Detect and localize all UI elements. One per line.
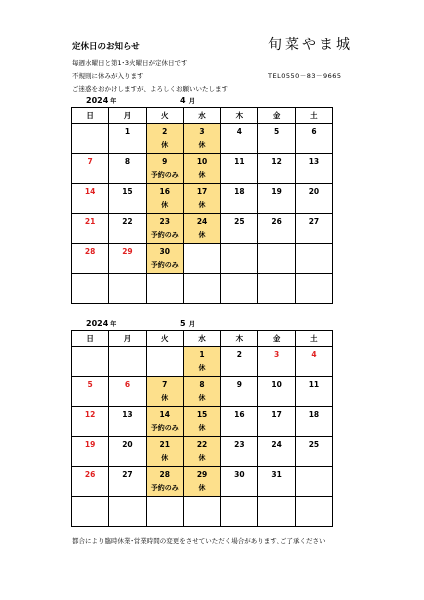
day-number — [72, 347, 108, 362]
day-cell — [221, 214, 258, 244]
day-cell — [72, 154, 109, 184]
day-cell — [109, 407, 146, 437]
day-number: 14 — [84, 187, 96, 196]
day-number: 20 — [308, 187, 320, 196]
closed-note: 休 — [198, 141, 206, 149]
day-cell — [258, 274, 295, 304]
day-number: 20 — [122, 440, 133, 449]
day-cell — [72, 467, 109, 497]
notice-line-1: 毎週水曜日と第1･3火曜日が定休日です — [72, 59, 188, 67]
day-number: 15 — [196, 410, 208, 419]
closed-note: 休 — [198, 484, 206, 492]
week-row — [72, 274, 333, 304]
day-number: 12 — [84, 410, 96, 419]
day-cell — [109, 244, 146, 274]
day-cell — [258, 407, 295, 437]
day-cell — [146, 347, 183, 377]
day-number — [147, 497, 183, 512]
may-month — [180, 319, 195, 328]
may-month-value: 5 — [180, 319, 186, 328]
day-number: 3 — [199, 127, 205, 136]
day-cell — [72, 377, 109, 407]
day-cell — [258, 244, 295, 274]
day-number: 17 — [196, 187, 208, 196]
day-cell — [146, 184, 183, 214]
day-number: 4 — [311, 350, 317, 359]
day-cell — [109, 347, 146, 377]
day-cell — [183, 124, 220, 154]
weekday-label: 月 — [109, 331, 146, 347]
day-cell — [295, 347, 332, 377]
weekday-label: 火 — [146, 331, 183, 347]
week-row — [72, 437, 333, 467]
day-cell — [146, 154, 183, 184]
day-cell — [295, 437, 332, 467]
day-cell — [109, 437, 146, 467]
day-number — [221, 497, 257, 512]
shop-name-logo: 旬菜やま城 — [268, 37, 353, 53]
closed-note: 休 — [161, 394, 169, 402]
day-number: 26 — [84, 470, 96, 479]
day-cell — [72, 184, 109, 214]
day-cell — [146, 497, 183, 527]
weekday-label: 土 — [295, 108, 332, 124]
day-number — [72, 124, 108, 139]
weekday-label: 土 — [295, 331, 332, 347]
weekday-label: 日 — [72, 331, 109, 347]
day-number: 9 — [236, 380, 242, 389]
closed-note: 休 — [198, 424, 206, 432]
closed-note: 休 — [198, 171, 206, 179]
day-cell — [258, 214, 295, 244]
day-cell — [295, 214, 332, 244]
day-cell — [258, 497, 295, 527]
day-cell — [109, 274, 146, 304]
day-cell — [183, 377, 220, 407]
day-number: 16 — [159, 187, 170, 196]
day-cell — [295, 467, 332, 497]
day-number — [72, 497, 108, 512]
day-cell — [183, 154, 220, 184]
day-number — [147, 274, 183, 289]
day-cell — [295, 377, 332, 407]
week-row — [72, 124, 333, 154]
day-number: 11 — [234, 157, 245, 166]
day-cell — [183, 497, 220, 527]
day-cell — [109, 467, 146, 497]
day-cell — [72, 214, 109, 244]
day-number: 3 — [274, 350, 280, 359]
day-cell — [183, 214, 220, 244]
week-row — [72, 214, 333, 244]
day-cell — [295, 124, 332, 154]
day-number: 7 — [87, 157, 93, 166]
day-cell — [146, 274, 183, 304]
day-number: 13 — [122, 410, 133, 419]
day-cell — [146, 467, 183, 497]
may-year — [86, 319, 116, 328]
week-row — [72, 154, 333, 184]
day-number: 21 — [159, 440, 170, 449]
day-number: 25 — [234, 217, 245, 226]
day-number: 2 — [236, 350, 242, 359]
day-number: 1 — [124, 127, 131, 136]
closed-note: 休 — [198, 364, 206, 372]
day-cell — [72, 274, 109, 304]
day-cell — [146, 407, 183, 437]
day-number: 24 — [196, 217, 208, 226]
closed-note: 休 — [161, 201, 169, 209]
closed-note: 休 — [161, 141, 169, 149]
day-cell — [258, 124, 295, 154]
day-number: 12 — [271, 157, 282, 166]
day-cell — [109, 497, 146, 527]
day-cell — [221, 467, 258, 497]
day-cell — [183, 347, 220, 377]
day-cell — [146, 437, 183, 467]
closed-note: 予約のみ — [150, 171, 179, 179]
day-cell — [258, 467, 295, 497]
day-cell — [295, 154, 332, 184]
closed-note: 予約のみ — [150, 231, 179, 239]
day-cell — [258, 377, 295, 407]
day-cell — [146, 214, 183, 244]
day-cell — [183, 437, 220, 467]
day-number — [258, 497, 294, 512]
day-cell — [109, 377, 146, 407]
day-number — [72, 274, 108, 289]
footer-note: 都合により臨時休業･営業時間の変更をさせていただく場合があります､ご了承ください — [72, 537, 326, 545]
day-number: 11 — [308, 380, 320, 389]
notice-title: 定休日のお知らせ — [72, 42, 140, 52]
day-cell — [72, 497, 109, 527]
day-number — [221, 244, 257, 259]
notice-line-2: 不規則に休みが入ります — [72, 72, 144, 80]
day-cell — [221, 377, 258, 407]
day-number: 10 — [271, 380, 282, 389]
day-number: 8 — [124, 157, 131, 166]
week-row — [72, 377, 333, 407]
weekday-label: 金 — [258, 331, 295, 347]
day-number: 4 — [236, 127, 242, 136]
day-number: 25 — [308, 440, 320, 449]
weekday-label: 日 — [72, 108, 109, 124]
day-number: 26 — [271, 217, 282, 226]
april-year — [86, 96, 116, 105]
weekday-label: 木 — [221, 331, 258, 347]
day-cell — [295, 497, 332, 527]
may-calendar — [71, 330, 333, 527]
day-number: 2 — [162, 127, 168, 136]
week-row — [72, 497, 333, 527]
day-cell — [109, 154, 146, 184]
day-number: 30 — [159, 247, 170, 256]
day-number — [109, 347, 145, 362]
week-row — [72, 407, 333, 437]
closed-note: 予約のみ — [150, 424, 179, 432]
day-cell — [72, 124, 109, 154]
day-number: 8 — [199, 380, 205, 389]
closed-note: 休 — [198, 454, 206, 462]
closed-note: 休 — [198, 231, 206, 239]
day-number: 6 — [311, 127, 317, 136]
day-number: 9 — [162, 157, 168, 166]
day-number: 31 — [271, 470, 282, 479]
day-number: 24 — [271, 440, 282, 449]
day-number: 14 — [159, 410, 170, 419]
closed-note: 休 — [198, 394, 206, 402]
day-number — [296, 467, 332, 482]
day-number: 10 — [196, 157, 208, 166]
day-cell — [221, 407, 258, 437]
day-cell — [183, 407, 220, 437]
may-year-suffix: 年 — [110, 321, 117, 328]
day-number: 28 — [159, 470, 170, 479]
april-year-suffix: 年 — [110, 98, 117, 105]
day-cell — [109, 184, 146, 214]
closed-note: 予約のみ — [150, 261, 179, 269]
weekday-header-row — [72, 331, 333, 347]
may-month-suffix: 月 — [188, 320, 196, 328]
day-number: 28 — [84, 247, 96, 256]
day-number — [258, 244, 294, 259]
day-number: 27 — [308, 217, 320, 226]
day-number — [296, 497, 332, 512]
notice-line-3: ご迷惑をおかけしますが、よろしくお願いいたします — [72, 85, 228, 93]
day-number — [258, 274, 294, 289]
april-year-value: 2024 — [86, 96, 109, 105]
day-number: 1 — [199, 350, 205, 359]
weekday-label: 火 — [146, 108, 183, 124]
day-number — [184, 244, 220, 259]
day-cell — [258, 437, 295, 467]
day-number: 17 — [271, 410, 282, 419]
april-month — [180, 96, 195, 105]
day-number: 23 — [159, 217, 170, 226]
april-month-suffix: 月 — [188, 97, 196, 105]
weekday-label: 木 — [221, 108, 258, 124]
weekday-header-row — [72, 108, 333, 124]
day-number: 5 — [274, 127, 280, 136]
day-number: 6 — [124, 380, 131, 389]
day-cell — [221, 347, 258, 377]
day-cell — [72, 407, 109, 437]
day-cell — [221, 274, 258, 304]
day-number: 23 — [234, 440, 245, 449]
day-cell — [221, 154, 258, 184]
day-number: 7 — [162, 380, 168, 389]
day-number: 16 — [234, 410, 245, 419]
day-number: 19 — [84, 440, 96, 449]
day-number: 18 — [308, 410, 320, 419]
day-number: 13 — [308, 157, 320, 166]
day-cell — [183, 244, 220, 274]
day-cell — [72, 347, 109, 377]
day-cell — [146, 124, 183, 154]
day-number — [109, 497, 145, 512]
day-number: 22 — [196, 440, 208, 449]
day-cell — [183, 467, 220, 497]
day-cell — [109, 214, 146, 244]
day-number — [296, 274, 332, 289]
day-cell — [295, 407, 332, 437]
day-number — [109, 274, 145, 289]
day-number — [184, 274, 220, 289]
april-calendar — [71, 107, 333, 304]
day-cell — [146, 244, 183, 274]
day-number: 19 — [271, 187, 282, 196]
day-number — [147, 347, 183, 362]
weekday-label: 水 — [183, 331, 220, 347]
weekday-label: 月 — [109, 108, 146, 124]
day-cell — [221, 124, 258, 154]
day-number: 18 — [234, 187, 245, 196]
phone-number: TEL0550－83－9665 — [268, 72, 342, 80]
day-number: 29 — [122, 247, 133, 256]
day-number: 21 — [84, 217, 96, 226]
day-number: 27 — [122, 470, 133, 479]
day-cell — [221, 244, 258, 274]
day-number: 22 — [122, 217, 133, 226]
day-number: 30 — [234, 470, 245, 479]
weekday-label: 金 — [258, 108, 295, 124]
week-row — [72, 184, 333, 214]
closed-note: 休 — [198, 201, 206, 209]
day-cell — [72, 244, 109, 274]
closed-note: 休 — [161, 454, 169, 462]
day-cell — [221, 497, 258, 527]
day-number — [296, 244, 332, 259]
day-number: 15 — [122, 187, 133, 196]
day-cell — [258, 184, 295, 214]
day-cell — [295, 274, 332, 304]
day-number — [221, 274, 257, 289]
week-row — [72, 244, 333, 274]
day-cell — [258, 154, 295, 184]
april-month-value: 4 — [180, 96, 186, 105]
week-row — [72, 467, 333, 497]
day-cell — [221, 184, 258, 214]
day-cell — [183, 184, 220, 214]
day-cell — [295, 244, 332, 274]
day-cell — [221, 437, 258, 467]
day-number: 29 — [196, 470, 208, 479]
week-row — [72, 347, 333, 377]
may-year-value: 2024 — [86, 319, 109, 328]
day-cell — [72, 437, 109, 467]
day-cell — [109, 124, 146, 154]
day-cell — [183, 274, 220, 304]
closed-note: 予約のみ — [150, 484, 179, 492]
weekday-label: 水 — [183, 108, 220, 124]
day-cell — [295, 184, 332, 214]
day-cell — [146, 377, 183, 407]
day-number: 5 — [87, 380, 93, 389]
day-number — [184, 497, 220, 512]
day-cell — [258, 347, 295, 377]
